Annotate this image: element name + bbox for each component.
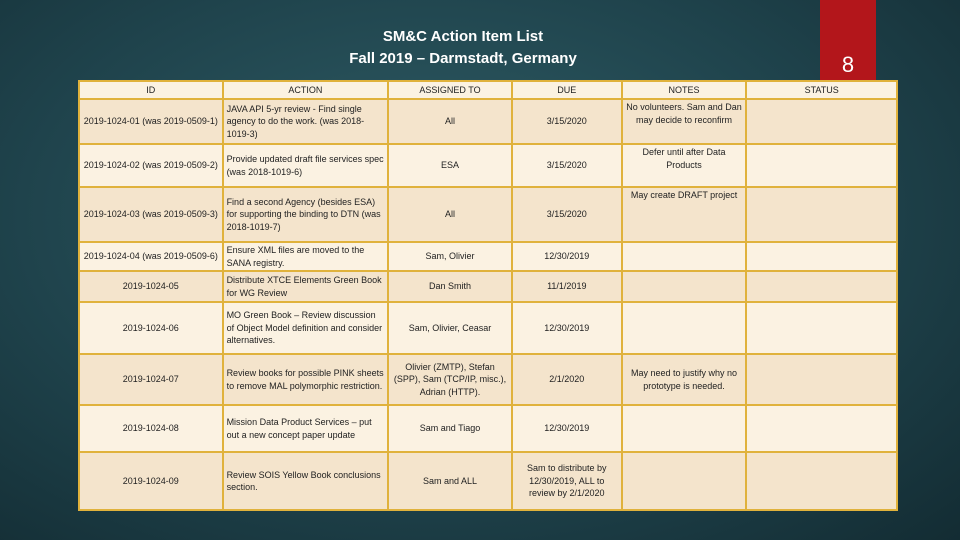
cell-notes bbox=[622, 405, 747, 452]
table-row bbox=[79, 187, 897, 242]
cell-due: 12/30/2019 bbox=[512, 405, 622, 452]
cell-assigned: Dan Smith bbox=[388, 271, 512, 302]
cell-status bbox=[746, 302, 897, 354]
cell-status bbox=[746, 144, 897, 187]
table-row bbox=[79, 242, 897, 271]
cell-due: 12/30/2019 bbox=[512, 302, 622, 354]
cell-action: Ensure XML files are moved to the SANA registry. bbox=[223, 242, 389, 271]
cell-due: 2/1/2020 bbox=[512, 354, 622, 405]
cell-notes bbox=[622, 452, 747, 510]
cell-notes: Defer until after Data Products bbox=[622, 144, 747, 187]
table-row bbox=[79, 452, 897, 510]
cell-notes: May need to justify why no prototype is needed. bbox=[622, 354, 747, 405]
cell-status bbox=[746, 187, 897, 242]
cell-due: 3/15/2020 bbox=[512, 99, 622, 144]
cell-action: JAVA API 5-yr review - Find single agency to do the work. (was 2018-1019-3) bbox=[223, 99, 389, 144]
cell-id: 2019-1024-08 bbox=[79, 405, 223, 452]
cell-notes: May create DRAFT project bbox=[622, 187, 747, 242]
header-row bbox=[79, 81, 897, 99]
cell-action: Distribute XTCE Elements Green Book for WG Review bbox=[223, 271, 389, 302]
col-header-status: STATUS bbox=[746, 81, 897, 99]
cell-status bbox=[746, 452, 897, 510]
cell-assigned: Sam, Olivier bbox=[388, 242, 512, 271]
table-row bbox=[79, 271, 897, 302]
cell-notes bbox=[622, 242, 747, 271]
cell-notes bbox=[622, 302, 747, 354]
cell-assigned: Sam and ALL bbox=[388, 452, 512, 510]
cell-action: Review books for possible PINK sheets to remove MAL polymorphic restriction. bbox=[223, 354, 389, 405]
cell-id: 2019-1024-03 (was 2019-0509-3) bbox=[79, 187, 223, 242]
col-header-id: ID bbox=[79, 81, 223, 99]
action-item-table bbox=[78, 80, 898, 511]
col-header-action: ACTION bbox=[223, 81, 389, 99]
cell-status bbox=[746, 99, 897, 144]
col-header-assigned: ASSIGNED TO bbox=[388, 81, 512, 99]
cell-status bbox=[746, 354, 897, 405]
cell-action: MO Green Book – Review discussion of Object Model definition and consider alternatives. bbox=[223, 302, 389, 354]
cell-due: Sam to distribute by 12/30/2019, ALL to review by 2/1/2020 bbox=[512, 452, 622, 510]
cell-status bbox=[746, 405, 897, 452]
cell-assigned: Sam, Olivier, Ceasar bbox=[388, 302, 512, 354]
page-number-tab bbox=[820, 0, 876, 80]
col-header-due: DUE bbox=[512, 81, 622, 99]
cell-due: 3/15/2020 bbox=[512, 187, 622, 242]
cell-action: Review SOIS Yellow Book conclusions section. bbox=[223, 452, 389, 510]
title-line-1: SM&C Action Item List bbox=[382, 28, 544, 45]
cell-id: 2019-1024-04 (was 2019-0509-6) bbox=[79, 242, 223, 271]
title-line-2: Fall 2019 – Darmstadt, Germany bbox=[349, 50, 577, 67]
cell-due: 12/30/2019 bbox=[512, 242, 622, 271]
cell-assigned: Olivier (ZMTP), Stefan (SPP), Sam (TCP/IP, misc.), Adrian (HTTP). bbox=[388, 354, 512, 405]
cell-notes bbox=[622, 271, 747, 302]
cell-action: Mission Data Product Services – put out a new concept paper update bbox=[223, 405, 389, 452]
cell-due: 11/1/2019 bbox=[512, 271, 622, 302]
table-row bbox=[79, 405, 897, 452]
table-row bbox=[79, 99, 897, 144]
cell-id: 2019-1024-02 (was 2019-0509-2) bbox=[79, 144, 223, 187]
cell-id: 2019-1024-01 (was 2019-0509-1) bbox=[79, 99, 223, 144]
cell-action: Provide updated draft file services spec (was 2018-1019-6) bbox=[223, 144, 389, 187]
cell-status bbox=[746, 242, 897, 271]
cell-assigned: ESA bbox=[388, 144, 512, 187]
page-number: 8 bbox=[841, 52, 855, 77]
slide-title bbox=[250, 26, 676, 70]
cell-assigned: All bbox=[388, 99, 512, 144]
cell-due: 3/15/2020 bbox=[512, 144, 622, 187]
cell-id: 2019-1024-09 bbox=[79, 452, 223, 510]
table-row bbox=[79, 144, 897, 187]
cell-assigned: Sam and Tiago bbox=[388, 405, 512, 452]
cell-assigned: All bbox=[388, 187, 512, 242]
col-header-notes: NOTES bbox=[622, 81, 747, 99]
cell-id: 2019-1024-06 bbox=[79, 302, 223, 354]
table-row bbox=[79, 354, 897, 405]
cell-id: 2019-1024-07 bbox=[79, 354, 223, 405]
cell-id: 2019-1024-05 bbox=[79, 271, 223, 302]
cell-notes: No volunteers. Sam and Dan may decide to reconfirm bbox=[622, 99, 747, 144]
cell-status bbox=[746, 271, 897, 302]
cell-action: Find a second Agency (besides ESA) for supporting the binding to DTN (was 2018-1019-7) bbox=[223, 187, 389, 242]
table-row bbox=[79, 302, 897, 354]
